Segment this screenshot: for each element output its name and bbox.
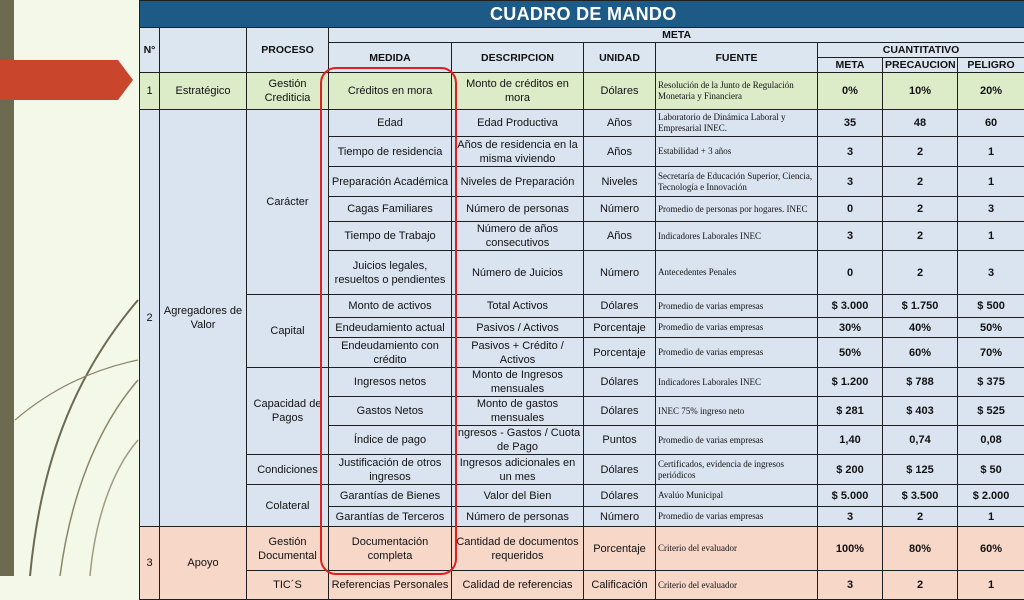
cell-precaucion: 2 (883, 167, 958, 197)
cell-meta: 30% (818, 318, 883, 338)
cell-peligro: 1 (958, 507, 1024, 527)
header-blank (160, 28, 247, 73)
cell-precaucion: 2 (883, 222, 958, 251)
cell-peligro: 50% (958, 318, 1024, 338)
group-name: Agregadores de Valor (160, 110, 247, 527)
cell-descripcion: Monto de gastos mensuales (452, 397, 584, 426)
cell-fuente: Indicadores Laborales INEC (656, 222, 818, 251)
cell-peligro: 20% (958, 73, 1024, 110)
cell-precaucion: 2 (883, 507, 958, 527)
cell-precaucion: $ 3.500 (883, 485, 958, 507)
header-no: N° (140, 28, 160, 73)
cell-descripcion: Número de Juicios (452, 251, 584, 295)
cell-meta: $ 281 (818, 397, 883, 426)
cell-medida: Juicios legales, resueltos o pendientes (329, 251, 452, 295)
cell-precaucion: 2 (883, 571, 958, 600)
cell-descripcion: Número de personas (452, 197, 584, 222)
cell-medida: Cagas Familiares (329, 197, 452, 222)
cell-medida: Tiempo de residencia (329, 137, 452, 167)
cell-meta: 50% (818, 338, 883, 368)
group-number: 3 (140, 527, 160, 600)
cell-precaucion: 80% (883, 527, 958, 571)
process-name: Gestión Crediticia (247, 73, 329, 110)
vine-curve-3 (90, 440, 138, 576)
cell-meta: 3 (818, 137, 883, 167)
left-decor-strip (0, 0, 14, 576)
cell-unidad: Calificación (584, 571, 656, 600)
cell-fuente: Promedio de varias empresas (656, 426, 818, 455)
cell-medida: Preparación Académica (329, 167, 452, 197)
cell-precaucion: 48 (883, 110, 958, 137)
group-number: 1 (140, 73, 160, 110)
cell-fuente: Resolución de la Junto de Regulación Monetaria y Financiera (656, 73, 818, 110)
cell-meta: 3 (818, 507, 883, 527)
cell-medida: Documentación completa (329, 527, 452, 571)
cell-meta: 0% (818, 73, 883, 110)
red-arrow-shape (0, 60, 133, 100)
cell-descripcion: Ingresos adicionales en un mes (452, 455, 584, 485)
cell-unidad: Porcentaje (584, 318, 656, 338)
cell-meta: 3 (818, 167, 883, 197)
cell-unidad: Años (584, 110, 656, 137)
cell-fuente: Promedio de varias empresas (656, 295, 818, 318)
cell-peligro: $ 50 (958, 455, 1024, 485)
cell-unidad: Porcentaje (584, 338, 656, 368)
cell-descripcion: Total Activos (452, 295, 584, 318)
cell-fuente: Promedio de varias empresas (656, 338, 818, 368)
cell-fuente: Certificados, evidencia de ingresos periódicos (656, 455, 818, 485)
cell-meta: 100% (818, 527, 883, 571)
table-row (140, 110, 1024, 137)
cell-medida: Edad (329, 110, 452, 137)
cell-unidad: Dólares (584, 397, 656, 426)
cell-fuente: Criterio del evaluador (656, 571, 818, 600)
cell-peligro: 60% (958, 527, 1024, 571)
cell-medida: Endeudamiento actual (329, 318, 452, 338)
cell-unidad: Dólares (584, 73, 656, 110)
cell-unidad: Porcentaje (584, 527, 656, 571)
header-precaucion: PRECAUCION (883, 58, 958, 73)
cell-descripcion: Monto de Ingresos mensuales (452, 368, 584, 397)
cell-meta: 3 (818, 222, 883, 251)
cell-medida: Endeudamiento con crédito (329, 338, 452, 368)
cell-unidad: Número (584, 507, 656, 527)
header-fuente: FUENTE (656, 43, 818, 73)
cell-medida: Ingresos netos (329, 368, 452, 397)
cell-peligro: 1 (958, 222, 1024, 251)
header-meta-col: META (818, 58, 883, 73)
process-name: Carácter (247, 110, 329, 295)
cell-meta: 3 (818, 571, 883, 600)
cell-peligro: $ 500 (958, 295, 1024, 318)
cell-descripcion: Pasivos / Activos (452, 318, 584, 338)
process-name: Gestión Documental (247, 527, 329, 571)
cell-medida: Referencias Personales (329, 571, 452, 600)
cell-peligro: $ 375 (958, 368, 1024, 397)
cell-peligro: 1 (958, 571, 1024, 600)
table-row (140, 73, 1024, 110)
cell-medida: Justificación de otros ingresos (329, 455, 452, 485)
cell-meta: $ 3.000 (818, 295, 883, 318)
cell-unidad: Dólares (584, 485, 656, 507)
group-number: 2 (140, 110, 160, 527)
cell-descripcion: Valor del Bien (452, 485, 584, 507)
cell-unidad: Número (584, 197, 656, 222)
cell-meta: $ 1.200 (818, 368, 883, 397)
cell-fuente: Indicadores Laborales INEC (656, 368, 818, 397)
cell-medida: Gastos Netos (329, 397, 452, 426)
cell-descripcion: Edad Productiva (452, 110, 584, 137)
table-row (140, 455, 1024, 485)
cell-fuente: INEC 75% ingreso neto (656, 397, 818, 426)
cell-precaucion: 2 (883, 197, 958, 222)
cell-meta: $ 5.000 (818, 485, 883, 507)
process-name: Capacidad de Pagos (247, 368, 329, 455)
cell-fuente: Secretaría de Educación Superior, Ciencia, Tecnología e Innovación (656, 167, 818, 197)
cell-meta: 1,40 (818, 426, 883, 455)
cell-precaucion: $ 125 (883, 455, 958, 485)
cell-precaucion: 0,74 (883, 426, 958, 455)
vine-curve-4 (15, 360, 138, 420)
cell-precaucion: 60% (883, 338, 958, 368)
cell-meta: $ 200 (818, 455, 883, 485)
cell-descripcion: Años de residencia en la misma viviendo (452, 137, 584, 167)
cell-fuente: Criterio del evaluador (656, 527, 818, 571)
cell-descripcion: Número de años consecutivos (452, 222, 584, 251)
cell-descripcion: Pasivos + Crédito / Activos (452, 338, 584, 368)
cell-medida: Garantías de Bienes (329, 485, 452, 507)
cell-descripcion: Número de personas (452, 507, 584, 527)
cell-fuente: Promedio de varias empresas (656, 318, 818, 338)
cell-unidad: Años (584, 222, 656, 251)
cell-peligro: 3 (958, 197, 1024, 222)
process-name: TIC´S (247, 571, 329, 600)
cuadro-de-mando-table (139, 0, 1024, 600)
cell-medida: Créditos en mora (329, 73, 452, 110)
cell-precaucion: $ 1.750 (883, 295, 958, 318)
cell-fuente: Promedio de varias empresas (656, 507, 818, 527)
cell-peligro: 60 (958, 110, 1024, 137)
cell-peligro: $ 2.000 (958, 485, 1024, 507)
cell-fuente: Laboratorio de Dinámica Laboral y Empresarial INEC. (656, 110, 818, 137)
cell-unidad: Niveles (584, 167, 656, 197)
cell-medida: Índice de pago (329, 426, 452, 455)
header-cuantitativo: CUANTITATIVO (818, 43, 1024, 58)
cell-unidad: Puntos (584, 426, 656, 455)
cell-descripcion: Monto de créditos en mora (452, 73, 584, 110)
table-row (140, 527, 1024, 571)
cell-medida: Monto de activos (329, 295, 452, 318)
process-name: Capital (247, 295, 329, 368)
page-title: CUADRO DE MANDO (140, 1, 1024, 28)
header-medida: MEDIDA (329, 43, 452, 73)
group-name: Estratégico (160, 73, 247, 110)
table-row (140, 571, 1024, 600)
cell-unidad: Años (584, 137, 656, 167)
cell-precaucion: 40% (883, 318, 958, 338)
process-name: Condiciones (247, 455, 329, 485)
cell-precaucion: 2 (883, 251, 958, 295)
cell-peligro: 1 (958, 167, 1024, 197)
header-proceso: PROCESO (247, 28, 329, 73)
header-meta-group: META (329, 28, 1024, 43)
table-row (140, 295, 1024, 318)
process-name: Colateral (247, 485, 329, 527)
vine-curve-2 (60, 380, 138, 576)
header-unidad: UNIDAD (584, 43, 656, 73)
cell-precaucion: $ 403 (883, 397, 958, 426)
cell-precaucion: 10% (883, 73, 958, 110)
cell-meta: 0 (818, 251, 883, 295)
cell-fuente: Promedio de personas por hogares. INEC (656, 197, 818, 222)
cell-precaucion: $ 788 (883, 368, 958, 397)
cell-descripcion: Niveles de Preparación (452, 167, 584, 197)
table-row (140, 485, 1024, 507)
cell-unidad: Dólares (584, 295, 656, 318)
cell-fuente: Antecedentes Penales (656, 251, 818, 295)
cell-unidad: Dólares (584, 368, 656, 397)
cell-medida: Garantías de Terceros (329, 507, 452, 527)
cell-peligro: 1 (958, 137, 1024, 167)
vine-curve-1 (30, 300, 138, 576)
cell-peligro: 70% (958, 338, 1024, 368)
cell-peligro: $ 525 (958, 397, 1024, 426)
dashboard-table-container (139, 0, 1024, 576)
cell-fuente: Estabilidad + 3 años (656, 137, 818, 167)
cell-peligro: 3 (958, 251, 1024, 295)
cell-descripcion: Calidad de referencias (452, 571, 584, 600)
cell-medida: Tiempo de Trabajo (329, 222, 452, 251)
group-name: Apoyo (160, 527, 247, 600)
cell-precaucion: 2 (883, 137, 958, 167)
header-descripcion: DESCRIPCION (452, 43, 584, 73)
cell-fuente: Avalúo Municipal (656, 485, 818, 507)
cell-unidad: Dólares (584, 455, 656, 485)
cell-descripcion: Cantidad de documentos requeridos (452, 527, 584, 571)
cell-meta: 35 (818, 110, 883, 137)
table-row (140, 368, 1024, 397)
cell-peligro: 0,08 (958, 426, 1024, 455)
cell-unidad: Número (584, 251, 656, 295)
header-peligro: PELIGRO (958, 58, 1024, 73)
cell-meta: 0 (818, 197, 883, 222)
cell-descripcion: Ingresos - Gastos / Cuota de Pago (452, 426, 584, 455)
